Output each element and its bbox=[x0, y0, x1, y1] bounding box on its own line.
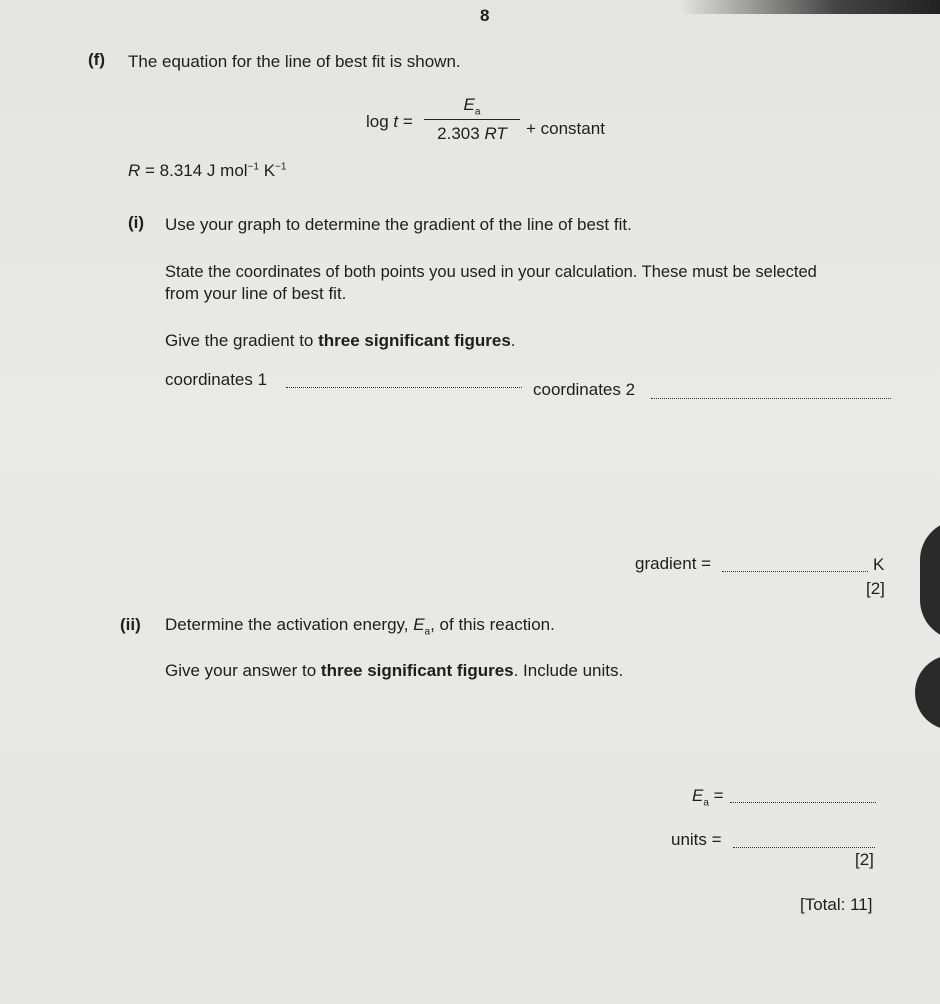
finger-shadow bbox=[920, 520, 940, 640]
units-label: units = bbox=[671, 830, 722, 849]
units-answer-line[interactable] bbox=[733, 846, 875, 848]
gradient-answer-line[interactable] bbox=[722, 570, 868, 572]
marks-part-ii: [2] bbox=[855, 850, 874, 869]
coordinates-2-label: coordinates 2 bbox=[533, 380, 636, 399]
coordinates-instruction-line1: State the coordinates of both points you used in your calculation. These must be selected bbox=[165, 263, 817, 281]
coordinates-1-answer-line[interactable] bbox=[286, 386, 522, 388]
equation-t: t bbox=[393, 112, 399, 131]
coordinates-1-label: coordinates 1 bbox=[165, 370, 268, 389]
gas-constant-symbol: R bbox=[128, 161, 141, 180]
equation-lhs bbox=[366, 112, 413, 132]
activation-energy-instruction: Determine the activation energy, $E_a$, of this reaction. bbox=[165, 615, 555, 638]
sig-fig-instruction: Give the gradient to three significant figures. bbox=[165, 331, 516, 350]
total-marks: [Total: 11] bbox=[800, 895, 873, 914]
finger-shadow bbox=[915, 655, 940, 730]
gradient-label: gradient = bbox=[635, 554, 712, 573]
page-number: 8 bbox=[480, 6, 490, 25]
equation-numerator: $E_a$ bbox=[463, 95, 481, 118]
page-edge-shadow bbox=[680, 0, 940, 14]
equation-log: log bbox=[366, 112, 389, 131]
equation-equals: = bbox=[402, 112, 413, 131]
part-i-label: (i) bbox=[128, 213, 145, 232]
part-ii-label: (ii) bbox=[120, 615, 141, 634]
coordinates-instruction-line2: from your line of best fit. bbox=[165, 284, 347, 303]
gradient-unit: K bbox=[873, 555, 885, 574]
ea-answer-line[interactable] bbox=[730, 801, 876, 803]
part-i-instruction: Use your graph to determine the gradient of the line of best fit. bbox=[165, 215, 632, 234]
equation-denominator: 2.303 RT bbox=[437, 124, 507, 143]
part-f-intro: The equation for the line of best fit is shown. bbox=[128, 52, 461, 71]
equation-fraction bbox=[424, 95, 520, 144]
ea-label: $E_a$ = bbox=[692, 786, 724, 809]
coordinates-2-answer-line[interactable] bbox=[651, 397, 891, 399]
gas-constant: R = 8.314 J mol$^{-1}$ $K^{-1}$ bbox=[128, 161, 287, 180]
units-instruction: Give your answer to three significant figures. Include units. bbox=[165, 661, 624, 680]
part-f-label: (f) bbox=[88, 50, 105, 69]
equation-constant: + constant bbox=[526, 119, 605, 138]
marks-part-i: [2] bbox=[866, 579, 885, 598]
fraction-bar bbox=[424, 119, 520, 120]
